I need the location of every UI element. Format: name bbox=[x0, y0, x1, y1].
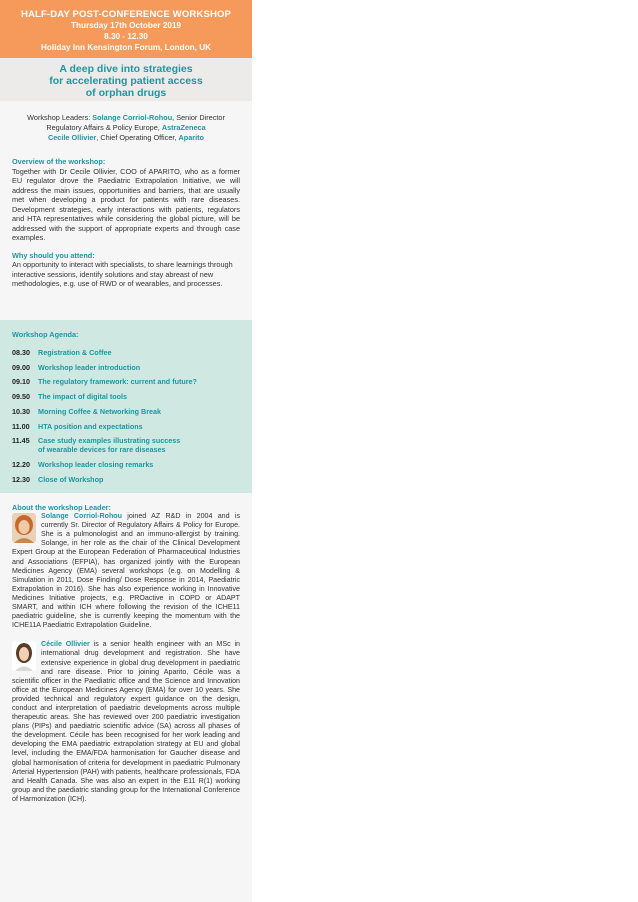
bio-solange bbox=[12, 512, 240, 630]
agenda-section bbox=[0, 320, 252, 493]
overview-title: Overview of the workshop: bbox=[12, 157, 106, 166]
bio-cecile bbox=[12, 640, 240, 804]
about-section bbox=[0, 503, 252, 804]
agenda-time: 09.10 bbox=[12, 377, 30, 387]
workshop-venue: Holiday Inn Kensington Forum, London, UK bbox=[40, 43, 212, 52]
leader-2-role: , Chief Operating Officer, bbox=[96, 133, 179, 142]
agenda-time: 10.30 bbox=[12, 406, 30, 416]
avatar bbox=[12, 513, 36, 543]
leader-1-org: AstraZeneca bbox=[161, 123, 206, 132]
why-title: Why should you attend: bbox=[12, 250, 95, 260]
bio-2-name: Cécile Ollivier bbox=[41, 640, 90, 649]
agenda-item bbox=[12, 422, 240, 431]
agenda-label: Registration & Coffee bbox=[38, 348, 112, 357]
agenda-label: HTA position and expectations bbox=[38, 421, 143, 431]
workshop-leaders bbox=[0, 101, 252, 157]
leaders-prefix: Workshop Leaders: bbox=[27, 113, 93, 122]
leader-1-role: , Senior Director Regulatory Affairs & Policy Europe, bbox=[46, 113, 225, 132]
agenda-item bbox=[12, 392, 240, 401]
about-title: About the workshop Leader: bbox=[12, 503, 111, 512]
agenda-time: 08.30 bbox=[12, 348, 30, 357]
topic-line-3: of orphan drugs bbox=[85, 87, 167, 99]
topic-line-1: A deep dive into strategies bbox=[59, 63, 193, 75]
agenda-item bbox=[12, 377, 240, 386]
agenda-label-line-2: of wearable devices for rare diseases bbox=[38, 445, 166, 455]
agenda-item bbox=[12, 407, 240, 416]
agenda-time: 09.50 bbox=[12, 392, 30, 402]
bio-1-text: joined AZ R&D in 2004 and is currently Sr. Director of Regulatory Affairs & Policy for Europe. She is a pulmonologist and an immuno-allergist by training. Solange, in her role as the chair of the Clinical Development Expert Group at the European Federation of Pharmaceutical Industries and Associations (EFPIA), has organized jointly with the European Medicines Agency (EMA) several workshops (e.g. on Modelling & Simulation in 2011, Dose Finding/ Dose Response in 2014, Paediatric Extrapolation in 2016). She has also experience working in Innovative Medicines Initiative projects, e.g. PROactive in COPD or ADAPT SMART, and within ICH where following the revision of the ICHE11 paediatric guideline, she is currently keeping the momentum with the ICHE11A Paediatric Extrapolation Guideline. bbox=[12, 512, 241, 630]
bio-2-text: is a senior health engineer with an MSc in international drug development and registration. She have extensive experience in global drug development in paediatric and rare disease. Prior to joining Aparito, Cécile was a scientific officer in the Paediatric office and the Science and Innovation office at the European Medicines Agency (EMA) for over 10 years. She provided technical and regulatory expert guidance on the design, conduct and interpretation of paediatric developments across multiple therapeutic areas. She has reviewed over 200 paediatric investigation plans (PIPs) and paediatric scientific advice (SA) across all phases of the development. Cécile has been recognised for her work leading and developing the EMA paediatric extrapolation strategy at EU and global level, including the EMA/FDA harmonisation for Gaucher disease and global harmonisation of criteria for development in paediatric Pulmonary Arterial Hypertension (PAH) with patients, healthcare professionals, FDA and Health Canada. She was also an expert in the E11 R(1) working group and the paediatric standing group for the International Conference of Harmonization (ICH). bbox=[12, 640, 240, 803]
overview-section bbox=[0, 157, 252, 289]
agenda-item bbox=[12, 475, 240, 484]
agenda-title: Workshop Agenda: bbox=[12, 330, 79, 339]
avatar bbox=[12, 641, 36, 671]
leader-2-org: Aparito bbox=[178, 133, 205, 142]
agenda-time: 09.00 bbox=[12, 362, 30, 372]
agenda-label: Morning Coffee & Networking Break bbox=[38, 406, 161, 416]
agenda-time: 11.45 bbox=[12, 436, 30, 446]
agenda-item bbox=[12, 460, 240, 469]
agenda-time: 11.00 bbox=[12, 421, 30, 431]
bio-1-name: Solange Corriol-Rohou bbox=[41, 512, 122, 521]
overview-text: Together with Dr Cecile Ollivier, COO of APARITO, who as a former EU regulator drove the Paediatric Extrapolation Initiative, we will address the main issues, opportunities and barriers, that are usually met when developing a product for patients with rare diseases. Development strategies, early interactions with patients, regulators and HTA representatives while considering the global picture, will be addressed with the support of appropriate experts and through case examples. bbox=[12, 166, 240, 242]
agenda-label: Workshop leader closing remarks bbox=[38, 460, 154, 470]
agenda-item bbox=[12, 348, 240, 357]
agenda-item bbox=[12, 436, 240, 454]
agenda-label: Close of Workshop bbox=[38, 474, 104, 484]
agenda-time: 12.20 bbox=[12, 460, 30, 470]
workshop-time: 8.30 - 12.30 bbox=[104, 32, 148, 41]
leader-2-name: Cecile Ollivier bbox=[47, 133, 97, 142]
topic-line-2: for accelerating patient access bbox=[49, 75, 203, 87]
agenda-time: 12.30 bbox=[12, 474, 30, 484]
agenda-label: Workshop leader introduction bbox=[38, 362, 141, 372]
workshop-header bbox=[0, 0, 252, 58]
why-text: An opportunity to interact with specialists, to share learnings through interactive sessions, identify solutions and stay abreast of new methodologies, e.g. use of RWD or of wearables, and processes. bbox=[12, 260, 233, 288]
workshop-date: Thursday 17th October 2019 bbox=[70, 21, 182, 30]
workshop-title: HALF-DAY POST-CONFERENCE WORKSHOP bbox=[20, 9, 232, 20]
agenda-label bbox=[38, 436, 180, 454]
brochure-column bbox=[0, 0, 252, 902]
agenda-label-line-1: Case study examples illustrating success bbox=[38, 436, 181, 446]
agenda-label: The impact of digital tools bbox=[38, 392, 128, 402]
topic-banner bbox=[0, 58, 252, 101]
agenda-label: The regulatory framework: current and future? bbox=[38, 377, 197, 387]
leader-1-name: Solange Corriol-Rohou bbox=[92, 113, 173, 122]
agenda-item bbox=[12, 363, 240, 372]
